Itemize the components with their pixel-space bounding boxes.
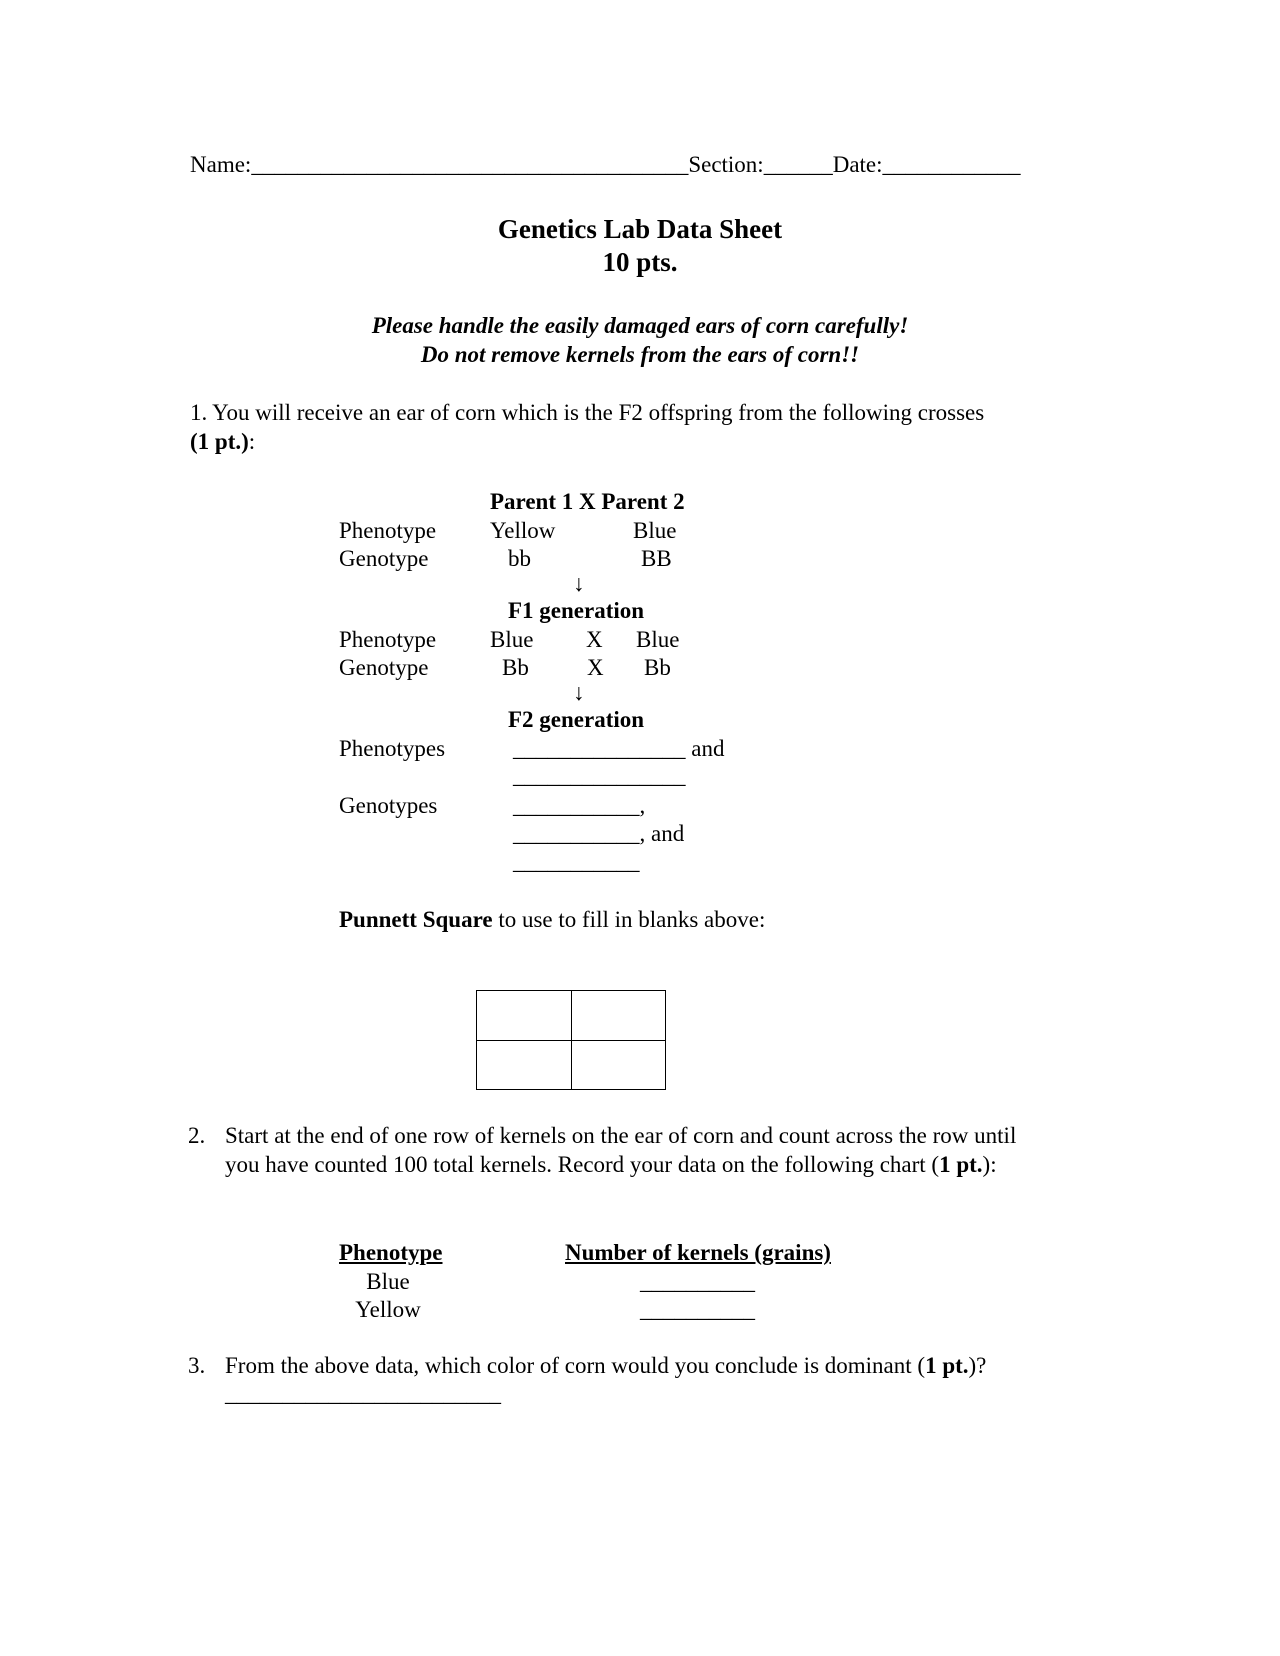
date-label: Date:: [832, 152, 883, 177]
f1-cross-x-1: X: [586, 627, 603, 652]
chart-row-count-blank[interactable]: __________: [640, 1297, 755, 1322]
down-arrow-icon: ↓: [573, 571, 585, 596]
parent1-genotype: bb: [508, 546, 531, 571]
q3-text: [225, 1352, 986, 1380]
chart-row-phenotype: Blue: [366, 1269, 410, 1294]
q2-line-2-text: you have counted 100 total kernels. Record your data on the following chart (: [225, 1152, 940, 1177]
f1-phenotype-label: Phenotype: [339, 627, 437, 652]
q2-number: 2.: [188, 1123, 206, 1148]
chart-row-count-blank[interactable]: __________: [640, 1269, 755, 1294]
f1-genotype-b: Bb: [644, 655, 671, 680]
warning-line-1: Please handle the easily damaged ears of corn carefully!: [371, 313, 909, 338]
f2-genotype-blank-2[interactable]: ___________, and: [513, 821, 685, 846]
warning-line-2: Do not remove kernels from the ears of corn!!: [420, 342, 860, 367]
q3-answer-blank[interactable]: ________________________: [225, 1381, 501, 1406]
q2-line-2-end: ):: [982, 1152, 997, 1177]
q2-line-2: [225, 1151, 997, 1179]
q3-number: 3.: [188, 1353, 206, 1378]
q2-line-1: Start at the end of one row of kernels on the ear of corn and count across the row until: [225, 1123, 1017, 1148]
chart-row-phenotype: Yellow: [355, 1297, 421, 1322]
down-arrow-icon: ↓: [573, 680, 585, 705]
punnett-square[interactable]: [476, 990, 666, 1090]
phenotypes-label: Phenotypes: [339, 736, 446, 761]
section-field[interactable]: ______: [763, 152, 833, 177]
chart-header-kernels: Number of kernels (grains): [565, 1240, 831, 1265]
f1-genotype-a: Bb: [502, 655, 529, 680]
parent2-phenotype: Blue: [633, 518, 677, 543]
section-label: Section:: [688, 152, 764, 177]
phenotype-label: Phenotype: [339, 518, 437, 543]
q1-colon: :: [248, 429, 256, 454]
name-field[interactable]: ______________________________________: [251, 152, 689, 177]
q1-points-line: [190, 428, 255, 456]
header-line: [190, 151, 1021, 179]
punnett-title: Punnett Square: [339, 907, 493, 932]
f2-heading: F2 generation: [508, 707, 645, 732]
page-subtitle-points: 10 pts.: [602, 247, 678, 277]
q3-points: 1 pt.: [925, 1353, 969, 1378]
q3-text-end: )?: [968, 1353, 987, 1378]
q1-points: (1 pt.): [190, 429, 249, 454]
punnett-prompt: [339, 906, 765, 934]
date-field[interactable]: ____________: [882, 152, 1021, 177]
f2-phenotype-blank-1[interactable]: _______________ and: [513, 736, 725, 761]
page-title: Genetics Lab Data Sheet: [497, 214, 783, 244]
punnett-horizontal-divider: [477, 1040, 665, 1041]
q1-text: 1. You will receive an ear of corn which is the F2 offspring from the following crosses: [190, 400, 985, 425]
q2-points: 1 pt.: [939, 1152, 983, 1177]
punnett-instruction: to use to fill in blanks above:: [492, 907, 766, 932]
f2-genotype-blank-1[interactable]: ___________,: [513, 793, 646, 818]
f1-cross-x-2: X: [587, 655, 604, 680]
f1-phenotype-b: Blue: [636, 627, 680, 652]
f1-genotype-label: Genotype: [339, 655, 429, 680]
parent2-genotype: BB: [641, 546, 672, 571]
name-label: Name:: [190, 152, 252, 177]
q3-text-start: From the above data, which color of corn would you conclude is dominant (: [225, 1353, 926, 1378]
chart-header-phenotype: Phenotype: [339, 1240, 443, 1265]
genotypes-label: Genotypes: [339, 793, 438, 818]
f1-heading: F1 generation: [508, 598, 645, 623]
parents-heading: Parent 1 X Parent 2: [490, 489, 685, 514]
f2-genotype-blank-3[interactable]: ___________: [513, 849, 640, 874]
f1-phenotype-a: Blue: [490, 627, 534, 652]
parent1-phenotype: Yellow: [490, 518, 556, 543]
genotype-label: Genotype: [339, 546, 429, 571]
f2-phenotype-blank-2[interactable]: _______________: [513, 763, 686, 788]
